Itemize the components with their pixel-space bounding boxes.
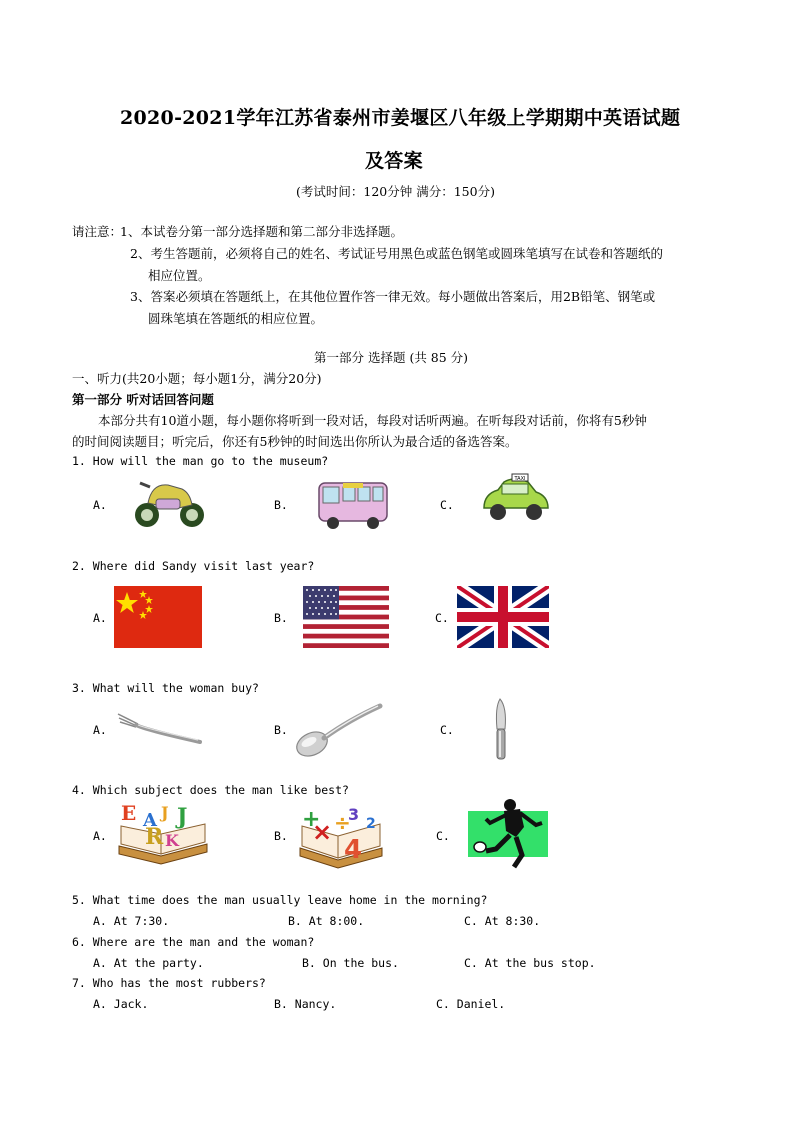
- svg-text:÷: ÷: [334, 811, 351, 835]
- svg-text:E: E: [121, 801, 137, 825]
- q2-option-b-label: B.: [274, 611, 288, 625]
- question-5-text: 5. What time does the man usually leave home in the morning?: [72, 893, 488, 907]
- english-book-image: [115, 800, 211, 866]
- q4-option-a-label: A.: [93, 829, 107, 843]
- instructions-line2: 的时间阅读题目；听完后，你还有5秒钟的时间选出你所认为最合适的备选答案。: [72, 434, 518, 449]
- pe-football-player-image: [462, 797, 552, 871]
- taxi-image: [478, 472, 552, 528]
- q4-option-b-label: B.: [274, 829, 288, 843]
- q2-option-c-label: C.: [435, 611, 449, 625]
- svg-text:J: J: [161, 803, 169, 822]
- question-1-text: 1. How will the man go to the museum?: [72, 454, 329, 468]
- q5-option-c: C. At 8:30.: [464, 914, 541, 928]
- q3-option-a-label: A.: [93, 723, 107, 737]
- taxi-sign-text: TAXI: [514, 476, 526, 482]
- q6-option-b: B. On the bus.: [302, 956, 399, 970]
- svg-text:R: R: [145, 824, 164, 850]
- document-title-line1: 2020-2021学年江苏省泰州市姜堰区八年级上学期期中英语试题: [120, 107, 681, 129]
- svg-text:A: A: [143, 810, 157, 831]
- notice-item-1: 1、本试卷分第一部分选择题和第二部分非选择题。: [120, 224, 403, 239]
- math-book-image: [296, 800, 386, 870]
- notice-item-3a: 3、答案必须填在答题纸上，在其他位置作答一律无效。每小题做出答案后，用2B铅笔、钢笔或: [130, 289, 656, 304]
- q6-option-a: A. At the party.: [93, 956, 204, 970]
- exam-info: (考试时间：120分钟 满分：150分): [296, 184, 495, 199]
- q6-option-c: C. At the bus stop.: [464, 956, 596, 970]
- svg-text:×: ×: [312, 818, 333, 846]
- svg-text:3: 3: [348, 805, 360, 824]
- motorbike-image: [130, 475, 210, 531]
- section1-heading: 一、听力(共20小题；每小题1分，满分20分): [72, 371, 322, 386]
- uk-flag-image: [457, 586, 549, 648]
- q5-option-b: B. At 8:00.: [288, 914, 365, 928]
- q3-option-b-label: B.: [274, 723, 288, 737]
- svg-text:4: 4: [344, 835, 363, 865]
- document-title-line2: 及答案: [365, 150, 423, 172]
- q3-option-c-label: C.: [440, 723, 454, 737]
- q7-option-c: C. Daniel.: [436, 997, 506, 1011]
- svg-text:K: K: [165, 831, 179, 850]
- instructions-line1: 本部分共有10道小题，每小题你将听到一段对话，每段对话听两遍。在听每段对话前，你将有5秒钟: [98, 413, 647, 428]
- spoon-image: [294, 700, 384, 760]
- fork-image: [116, 710, 204, 746]
- notice-item-2a: 2、考生答题前，必须将自己的姓名、考试证号用黑色或蓝色钢笔或圆珠笔填写在试卷和答题纸的: [130, 246, 663, 261]
- q7-option-a: A. Jack.: [93, 997, 149, 1011]
- q1-option-a-label: A.: [93, 498, 107, 512]
- svg-text:2: 2: [366, 816, 376, 832]
- q2-option-a-label: A.: [93, 611, 107, 625]
- usa-flag-image: [303, 586, 389, 648]
- q1-option-c-label: C.: [440, 498, 454, 512]
- svg-text:+: +: [302, 807, 321, 832]
- question-4-text: 4. Which subject does the man like best?: [72, 783, 349, 797]
- q1-option-b-label: B.: [274, 498, 288, 512]
- notice-item-3b: 圆珠笔填在答题纸的相应位置。: [148, 311, 324, 326]
- q5-option-a: A. At 7:30.: [93, 914, 170, 928]
- question-7-text: 7. Who has the most rubbers?: [72, 976, 266, 990]
- part1-heading: 第一部分 选择题 (共 85 分): [314, 350, 469, 365]
- subsection-heading: 第一部分 听对话回答问题: [72, 392, 214, 407]
- china-flag-image: [114, 586, 202, 648]
- knife-image: [489, 697, 511, 763]
- bus-image: [315, 477, 391, 531]
- q7-option-b: B. Nancy.: [274, 997, 337, 1011]
- notice-item-2b: 相应位置。: [148, 268, 211, 283]
- svg-text:J: J: [177, 804, 188, 830]
- question-2-text: 2. Where did Sandy visit last year?: [72, 559, 315, 573]
- question-6-text: 6. Where are the man and the woman?: [72, 935, 315, 949]
- notice-label: 请注意：: [72, 224, 123, 239]
- q4-option-c-label: C.: [436, 829, 450, 843]
- question-3-text: 3. What will the woman buy?: [72, 681, 259, 695]
